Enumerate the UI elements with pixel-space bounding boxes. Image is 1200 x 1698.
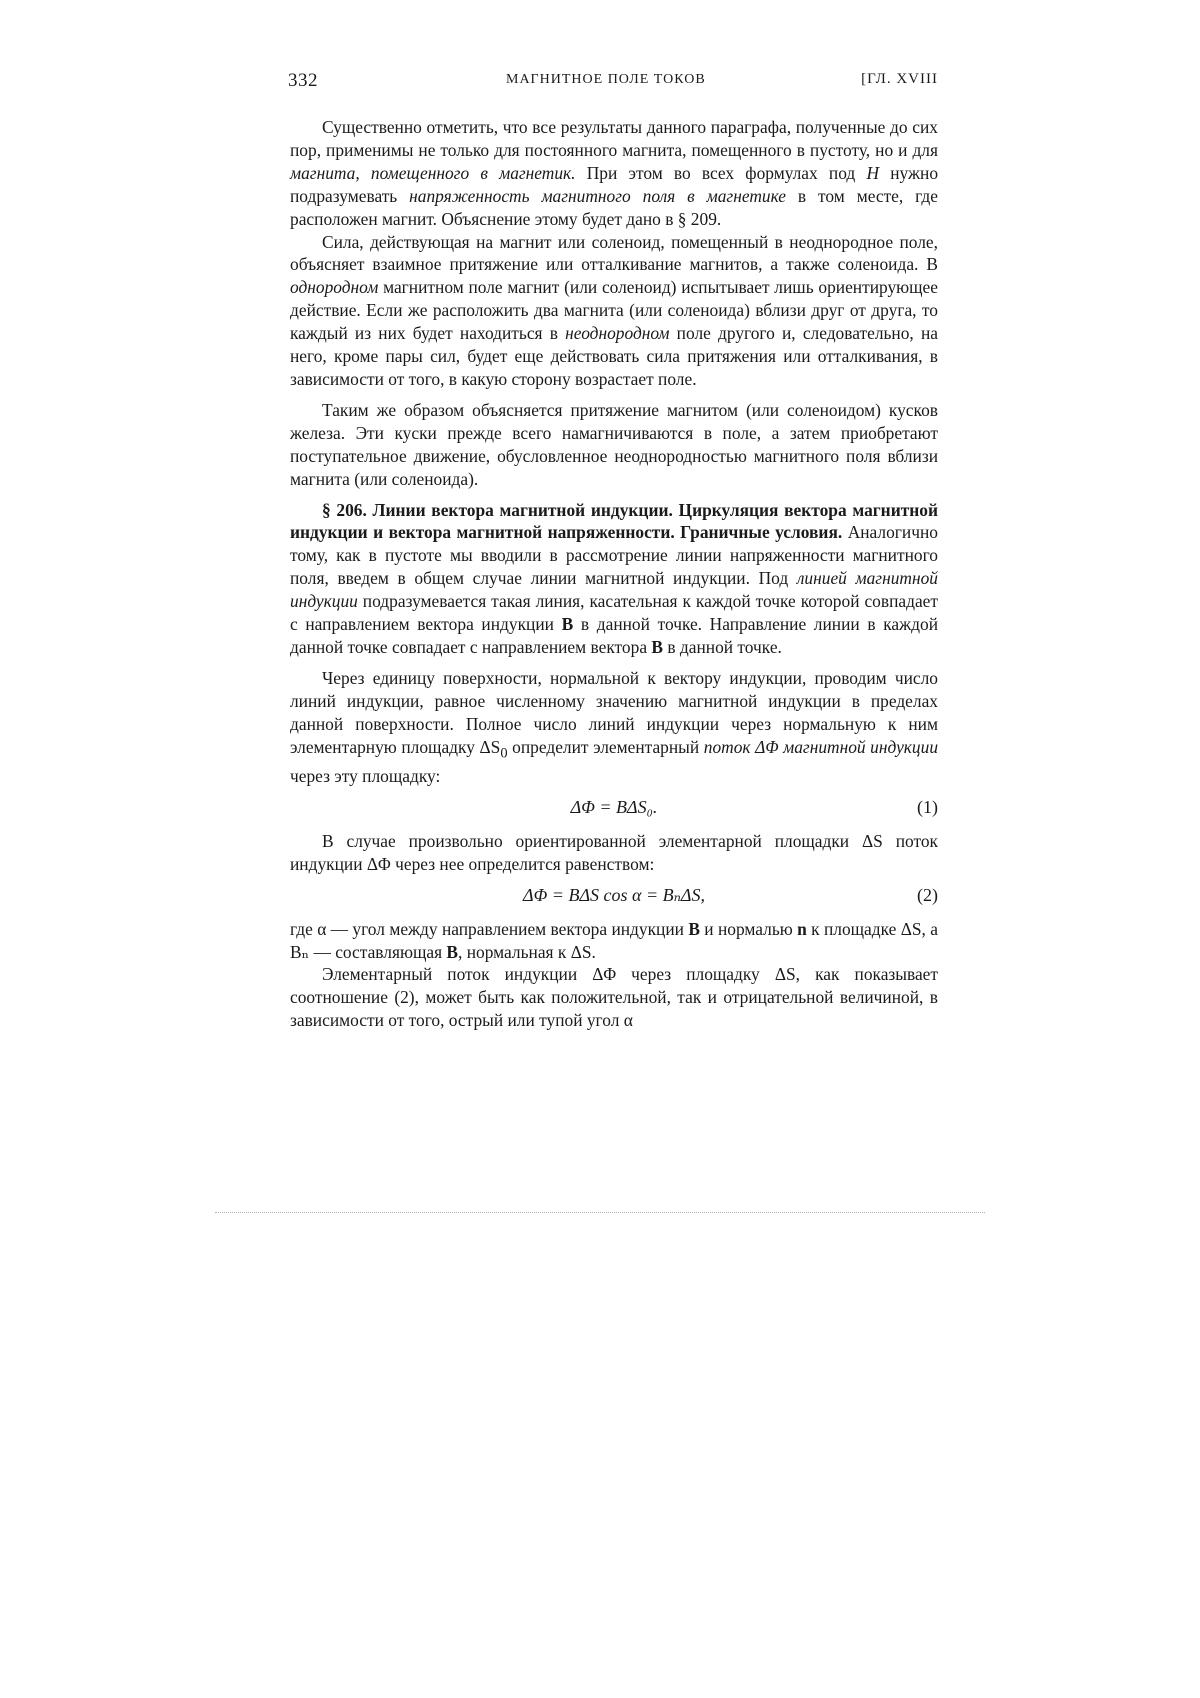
paragraph-5 (290, 667, 938, 788)
paragraph-8 (290, 963, 938, 1032)
formula-expression: ΔΦ = BΔS₀. (570, 796, 658, 817)
text-run: определит элементарный (507, 736, 704, 757)
vector-b: B (446, 941, 459, 962)
text-run: магнитном поле магнит (или соленоид) испытывает лишь ориентирующее действие. Если же расположить два магнита (или соленоида) вблизи друг от друга, то каждый из них будет находиться в (290, 277, 938, 344)
formula-expression: ΔΦ = BΔS cos α = BₙΔS, (523, 884, 705, 905)
emphasis: неоднородном (565, 323, 670, 344)
symbol-h: H (866, 162, 880, 183)
formula-number: (1) (917, 796, 938, 817)
text-run: к площадке ΔS, а Bₙ — составляющая (290, 918, 938, 962)
formula-number: (2) (917, 884, 938, 905)
page-body (290, 116, 938, 1032)
text-run: , нормальная к ΔS. (458, 941, 596, 962)
text-run: где α — угол между направлением вектора индукции (290, 918, 689, 939)
text-run: Таким же образом объясняется притяжение магнитом (или соленоидом) кусков железа. Эти куски прежде всего намагничиваются в поле, а затем приобретают поступательное движение, обусловленное неоднородностью магнитного поля вблизи магнита (или соленоида). (290, 399, 938, 489)
vector-n: n (797, 918, 807, 939)
text-run: Элементарный поток индукции ΔΦ через площадку ΔS, как показывает соотношение (2), может быть как положительной, так и отрицательной величиной, в зависимости от того, острый или тупой угол α (290, 964, 938, 1031)
running-title: МАГНИТНОЕ ПОЛЕ ТОКОВ (506, 72, 706, 87)
emphasis: линией магнитной индукции (290, 568, 938, 612)
emphasis: магнита, помещенного в магнетик. (290, 162, 576, 183)
chapter-label: [ГЛ. XVIII (861, 71, 938, 87)
text-run: В случае произвольно ориентированной элементарной площадки ΔS поток индукции ΔΦ через нее определится равенством: (290, 830, 938, 874)
section-heading: § 206. Линии вектора магнитной индукции. Циркуляция вектора магнитной индукции и вектора магнитной напряженности. Граничные условия. (290, 499, 938, 543)
paragraph-section-206 (290, 499, 938, 659)
scan-artifact-line (215, 1212, 985, 1213)
text-run: Через единицу поверхности, нормальной к вектору индукции, проводим число линий индукции, равное численному значению магнитной индукции в пределах данной поверхности. Полное число линий индукции через нормальную к ним элементарную площадку ΔS (290, 667, 938, 757)
vector-b: B (688, 918, 700, 939)
text-run: через эту площадку: (290, 765, 441, 786)
text-run: Сила, действующая на магнит или соленоид, помещенный в неоднородное поле, объясняет взаимное притяжение или отталкивание магнитов, а также соленоида. В (290, 231, 938, 275)
paragraph-6 (290, 830, 938, 876)
emphasis: напряженность магнитного поля в магнетике (409, 185, 786, 206)
text-run: в данной точке. (663, 636, 782, 657)
page-header (288, 70, 938, 96)
emphasis: поток ΔΦ магнитной индукции (703, 736, 939, 757)
text-run: в том месте, где расположен магнит. Объяснение этому будет дано в § 209. (290, 185, 938, 229)
text-run: подразумевается такая линия, касательная к каждой точке которой совпадает с направлением вектора индукции (290, 591, 938, 635)
paragraph-7 (290, 918, 938, 964)
text-run: При этом во всех формулах под (575, 162, 867, 183)
page-number: 332 (288, 70, 318, 91)
text-run: и нормалью (699, 918, 798, 939)
formula-2 (290, 878, 938, 912)
vector-b: B (651, 636, 663, 657)
paragraph-2 (290, 231, 938, 391)
text-run: в данной точке. Направление линии в каждой данной точке совпадает с направлением вектора (290, 614, 939, 657)
text-run: нужно подразумевать (290, 162, 939, 206)
paragraph-1 (290, 116, 938, 231)
vector-b: B (561, 614, 574, 635)
emphasis: однородном (290, 277, 379, 298)
formula-1 (290, 790, 938, 824)
paragraph-3 (290, 399, 938, 491)
text-run: Существенно отметить, что все результаты данного параграфа, полученные до сих пор, применимы не только для постоянного магнита, помещенного в пустоту, но и для (290, 117, 938, 160)
subscript: 0 (500, 745, 508, 762)
text-run: поле другого и, следовательно, на него, кроме пары сил, будет еще действовать сила притяжения или отталкивания, в зависимости от того, в какую сторону возрастает поле. (290, 323, 938, 389)
text-run: Аналогично тому, как в пустоте мы вводили в рассмотрение линии напряженности магнитного поля, введем в общем случае линии магнитной индукции. Под (290, 522, 938, 589)
